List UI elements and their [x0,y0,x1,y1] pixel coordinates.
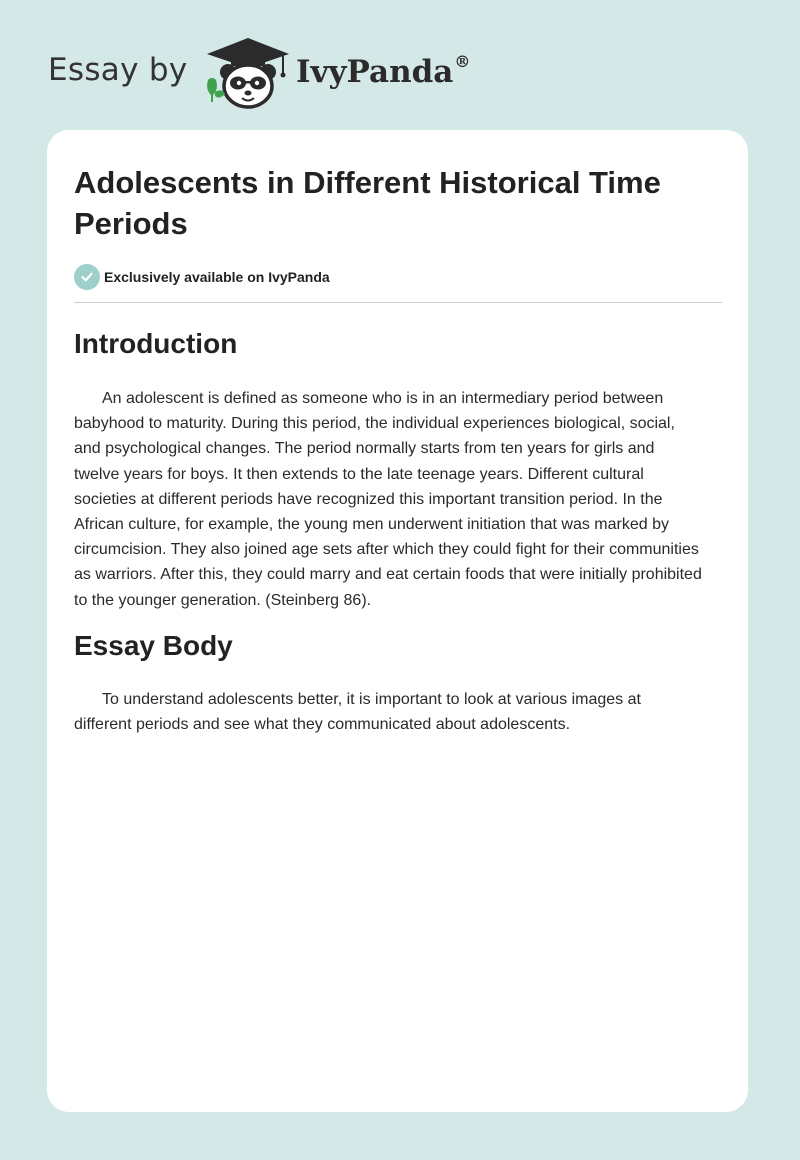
panda-graduate-icon [203,34,293,110]
divider [74,302,722,303]
section-heading-introduction: Introduction [74,328,238,359]
page-title: Adolescents in Different Historical Time Periods [74,165,661,241]
registered-mark: ® [454,52,471,71]
check-icon [74,264,100,290]
site-header [48,34,548,114]
section-paragraph-essay-body: To understand adolescents better, it is important to look at various images at different periods and see what they communicated about adolescents. [74,691,641,734]
section-heading-essay-body: Essay Body [74,630,233,661]
brand-name: IvyPanda® [296,52,471,90]
exclusive-badge-label: Exclusively available on IvyPanda [104,269,330,285]
essay-by-label: Essay by [48,52,188,88]
exclusive-badge [74,264,330,290]
section-paragraph-introduction: An adolescent is defined as someone who is in an intermediary period between babyhood to maturity. During this period, the individual experiences biological, social, and psychological changes. The period normally starts from ten years for girls and twelve years for boys. It then extends to the late teenage years. Different cultural societies at different periods have recognized this important transition period. In the African culture, for example, the young men underwent initiation that was marked by circumcision. They also joined age sets after which they could fight for their communities as warriors. After this, they could marry and eat certain foods that were initially prohibited to the younger generation. (Steinberg 86). [74,390,702,609]
essay-card [47,130,748,1112]
